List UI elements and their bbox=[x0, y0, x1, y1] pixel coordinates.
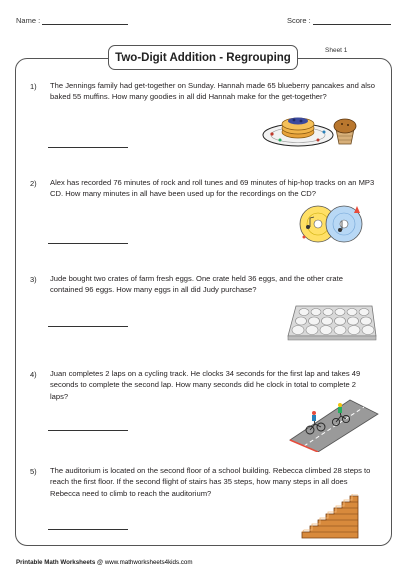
question-4-answer-line bbox=[48, 430, 128, 431]
staircase-icon bbox=[300, 494, 360, 540]
question-5-number: 5) bbox=[30, 467, 37, 476]
question-1-number: 1) bbox=[30, 82, 37, 91]
worksheet-title: Two-Digit Addition - Regrouping bbox=[108, 45, 298, 70]
question-2-number: 2) bbox=[30, 179, 37, 188]
question-1-answer-line bbox=[48, 147, 128, 148]
cd-discs-icon bbox=[296, 203, 368, 245]
question-4-text: Juan completes 2 laps on a cycling track. He clocks 34 seconds for the first lap and takes 49 seconds to complete the second lap. How many seconds did he clock in total to complete 2 laps? bbox=[50, 369, 361, 401]
question-1-text: The Jennings family had get-together on Sunday. Hannah made 65 blueberry pancakes and also baked 55 muffins. How many goodies in all did Hannah make for the get-together? bbox=[50, 81, 375, 102]
footer bbox=[16, 559, 193, 566]
pancakes-muffin-icon bbox=[258, 110, 358, 148]
footer-prefix: Printable Math Worksheets @ bbox=[16, 559, 104, 566]
sheet-label: Sheet 1 bbox=[325, 47, 348, 54]
question-5-answer-line bbox=[48, 529, 128, 530]
question-2-text: Alex has recorded 76 minutes of rock and roll tunes and 69 minutes of hip-hop tracks on an MP3 CD. How many minutes in all have been used up for the recordings on the CD? bbox=[50, 178, 375, 199]
question-3-text: Jude bought two crates of farm fresh eggs. One crate held 36 eggs, and the other crate contained 96 eggs. How many eggs in all did Judy purchase? bbox=[50, 274, 343, 295]
name-label: Name : bbox=[16, 16, 41, 25]
question-2-answer-line bbox=[48, 243, 128, 244]
score-label: Score : bbox=[287, 16, 311, 25]
name-line bbox=[42, 24, 128, 25]
question-3-answer-line bbox=[48, 326, 128, 327]
question-3-number: 3) bbox=[30, 275, 37, 284]
cycling-track-icon bbox=[288, 394, 380, 452]
egg-crate-icon bbox=[286, 302, 378, 342]
footer-site-link[interactable]: www.mathworksheets4kids.com bbox=[104, 559, 193, 566]
score-line bbox=[313, 24, 391, 25]
question-4-number: 4) bbox=[30, 370, 37, 379]
question-5-text: The auditorium is located on the second floor of a school building. Rebecca climbed 28 steps to reach the first floor. If the second flight of stairs has 35 steps, how many steps in all does Rebecca need to climb to reach the auditorium? bbox=[50, 466, 371, 498]
